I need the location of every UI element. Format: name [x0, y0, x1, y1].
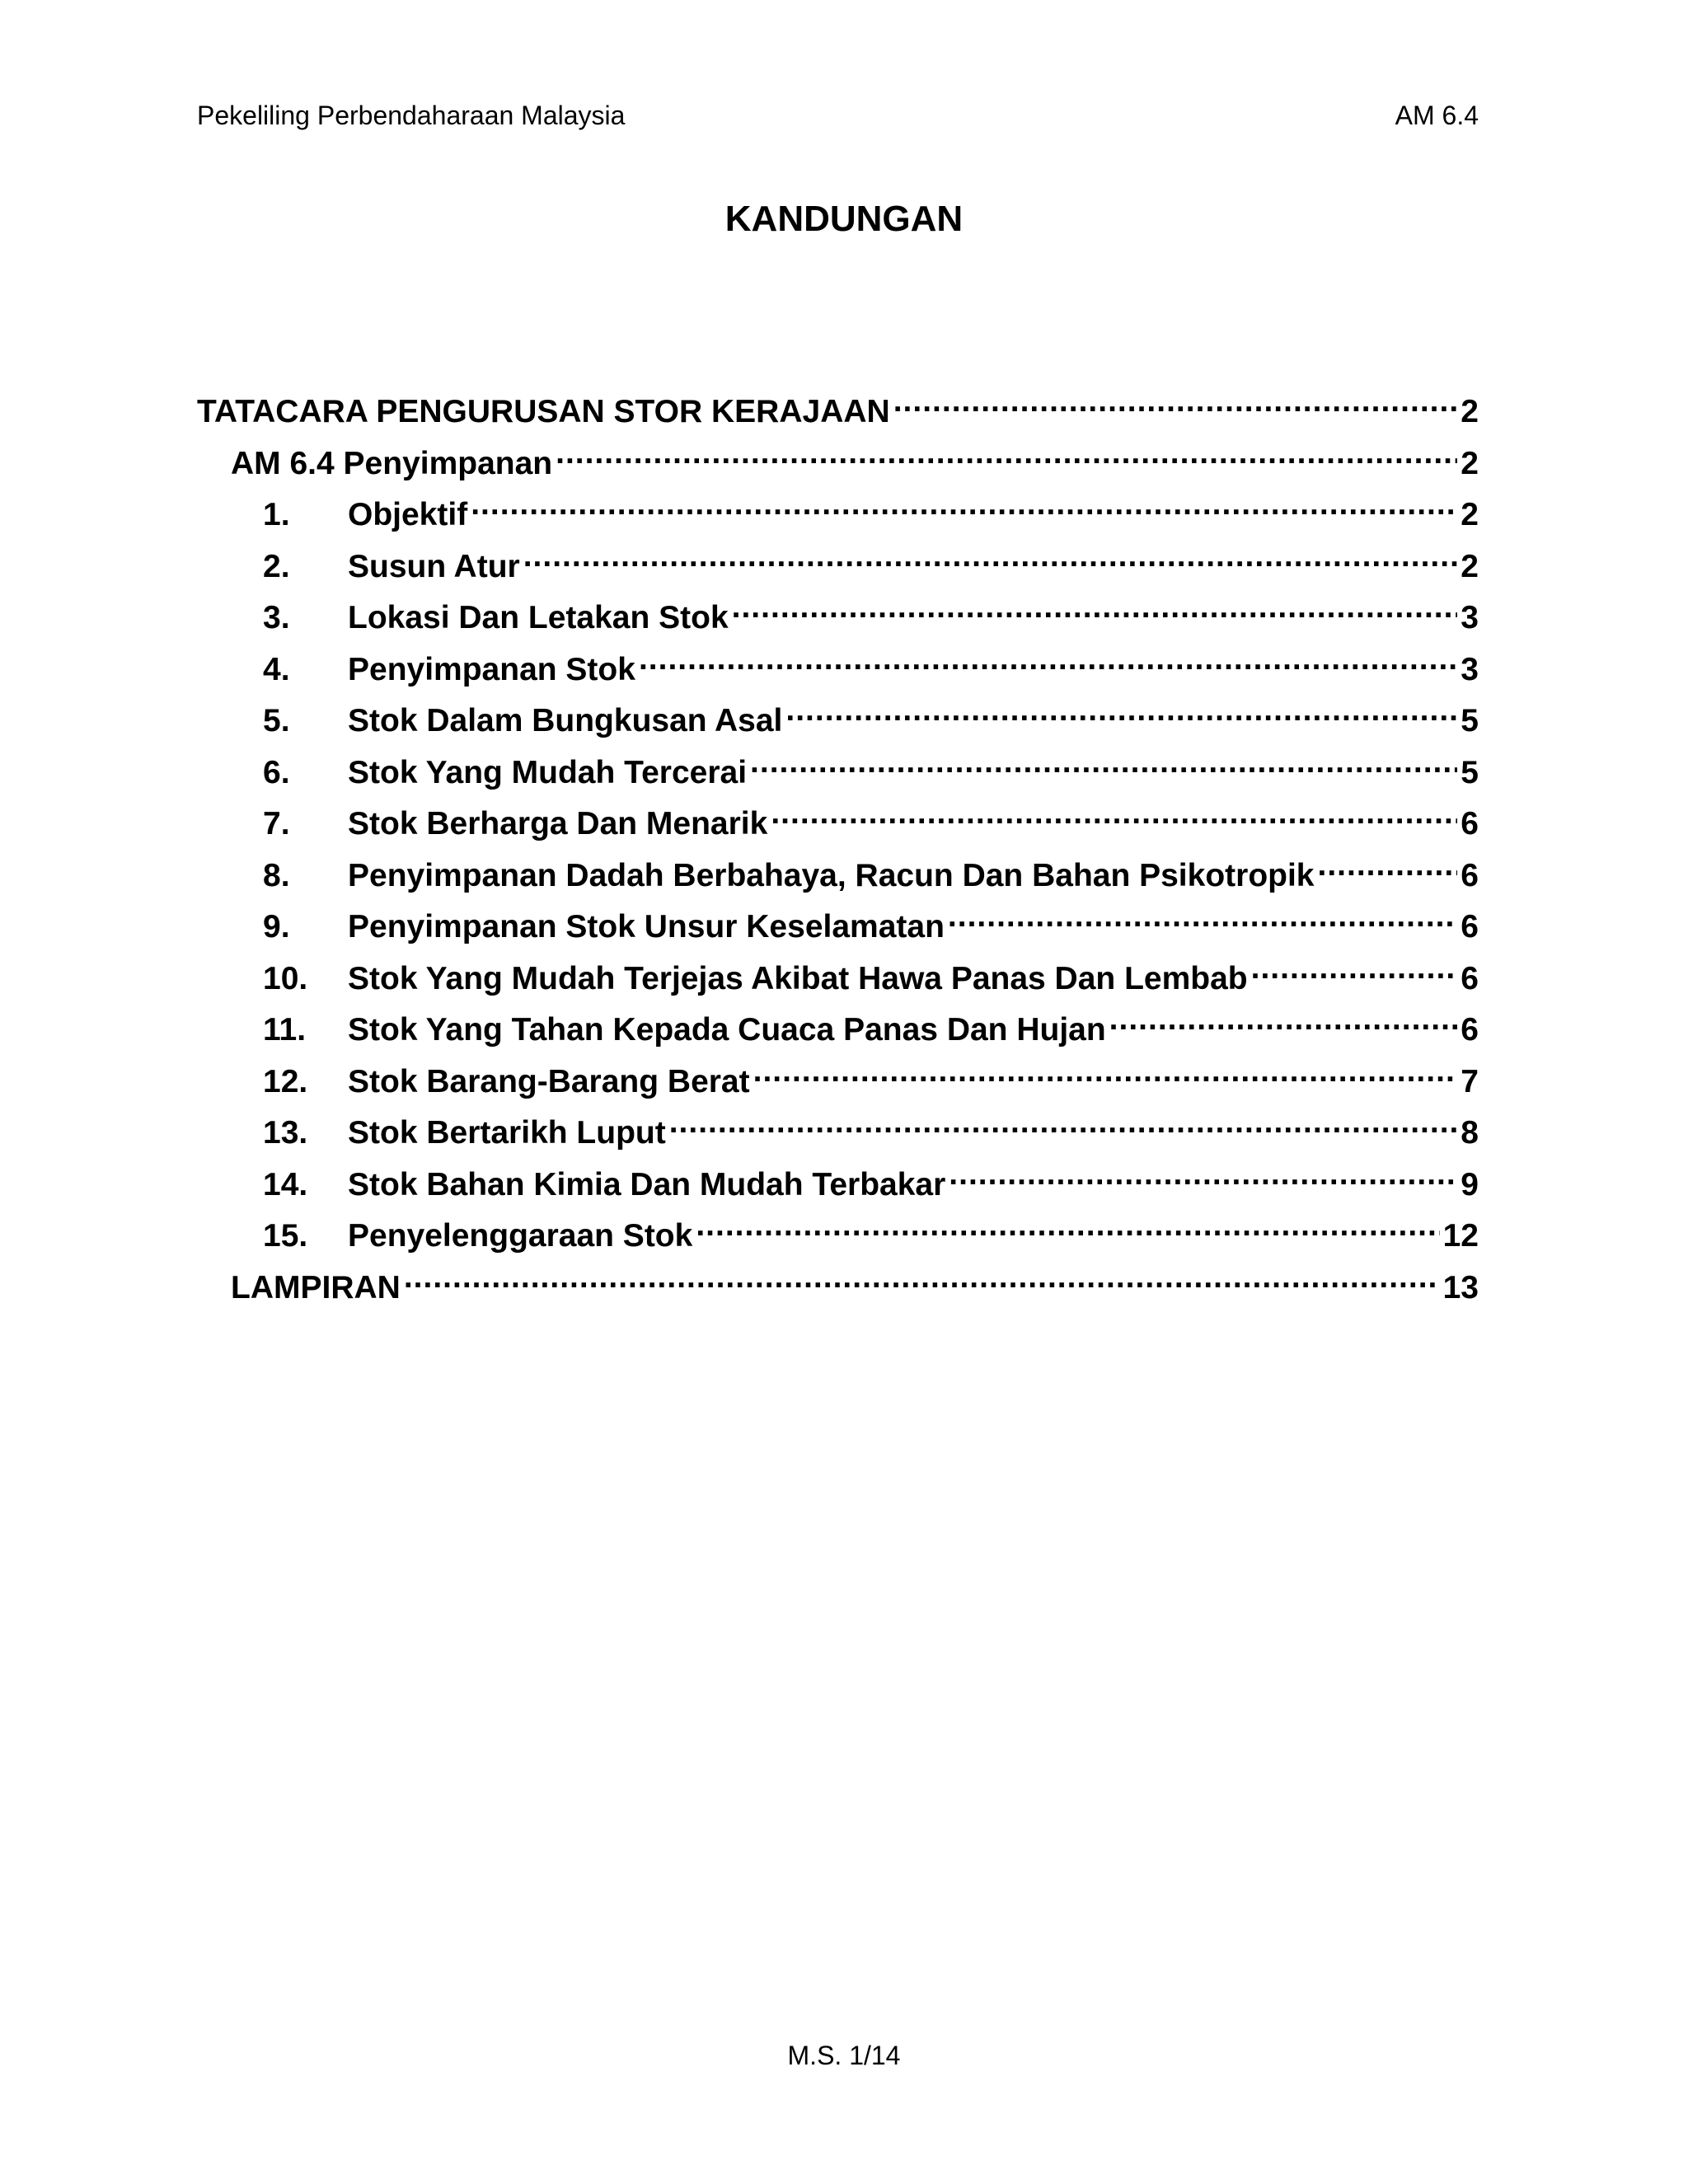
toc-entry-label: Stok Bertarikh Luput — [348, 1115, 666, 1151]
toc-entry-page: 6 — [1461, 857, 1479, 893]
toc-entry-appendix[interactable] — [197, 1257, 1479, 1309]
toc-entry-page: 8 — [1461, 1115, 1479, 1151]
toc-entry-label: Stok Berharga Dan Menarik — [348, 806, 768, 841]
toc-entry-number: 12. — [263, 1063, 308, 1099]
table-of-contents — [197, 381, 1479, 1308]
toc-entry-label: Penyelenggaraan Stok — [348, 1218, 693, 1254]
toc-entry-item-10[interactable] — [197, 948, 1479, 1000]
toc-entry-label: Stok Bahan Kimia Dan Mudah Terbakar — [348, 1166, 946, 1202]
toc-entry-label: LAMPIRAN — [231, 1269, 401, 1305]
toc-dot-leader — [750, 742, 1457, 783]
toc-entry-page: 3 — [1461, 651, 1479, 687]
toc-dot-leader — [404, 1257, 1440, 1298]
header-document-code: AM 6.4 — [1395, 101, 1479, 130]
toc-dot-leader — [948, 896, 1457, 937]
toc-entry-number: 9. — [263, 909, 290, 944]
toc-entry-number: 13. — [263, 1115, 308, 1151]
toc-entry-page: 5 — [1461, 754, 1479, 790]
toc-entry-number: 1. — [263, 497, 290, 532]
toc-entry-item-5[interactable] — [197, 690, 1479, 742]
toc-entry-number: 2. — [263, 548, 290, 584]
toc-entry-number: 15. — [263, 1218, 308, 1254]
toc-entry-page: 7 — [1461, 1063, 1479, 1099]
toc-entry-number: 4. — [263, 651, 290, 687]
toc-entry-number: 3. — [263, 600, 290, 635]
toc-entry-number: 5. — [263, 703, 290, 738]
toc-dot-leader — [696, 1205, 1439, 1246]
toc-entry-page: 9 — [1461, 1166, 1479, 1202]
toc-dot-leader — [785, 690, 1457, 731]
toc-entry-number: 14. — [263, 1166, 308, 1202]
toc-entry-section[interactable] — [197, 433, 1479, 485]
toc-entry-item-7[interactable] — [197, 793, 1479, 845]
toc-entry-number: 10. — [263, 960, 308, 996]
toc-dot-leader — [893, 381, 1458, 422]
toc-entry-page: 13 — [1442, 1269, 1479, 1305]
toc-entry-page: 5 — [1461, 703, 1479, 738]
toc-entry-label: Stok Dalam Bungkusan Asal — [348, 703, 783, 738]
toc-entry-label: Objektif — [348, 497, 468, 532]
toc-entry-page: 2 — [1461, 445, 1479, 481]
toc-entry-item-12[interactable] — [197, 1051, 1479, 1103]
toc-entry-label: Penyimpanan Dadah Berbahaya, Racun Dan Bahan Psikotropik — [348, 857, 1315, 893]
header-document-series: Pekeliling Perbendaharaan Malaysia — [197, 101, 626, 130]
toc-dot-leader — [639, 639, 1457, 680]
toc-dot-leader — [556, 433, 1457, 474]
toc-dot-leader — [523, 536, 1458, 577]
toc-dot-leader — [471, 484, 1457, 525]
toc-entry-page: 6 — [1461, 909, 1479, 944]
toc-entry-number: 11. — [263, 1012, 307, 1047]
toc-entry-item-6[interactable] — [197, 742, 1479, 794]
toc-entry-item-8[interactable] — [197, 845, 1479, 897]
toc-entry-item-9[interactable] — [197, 896, 1479, 948]
toc-entry-label: Stok Yang Mudah Tercerai — [348, 754, 748, 790]
toc-dot-leader — [771, 793, 1457, 834]
toc-entry-page: 3 — [1461, 600, 1479, 635]
toc-entry-page: 6 — [1461, 960, 1479, 996]
toc-dot-leader — [1318, 845, 1458, 886]
toc-entry-number: 7. — [263, 806, 290, 841]
toc-entry-number: 6. — [263, 754, 290, 790]
toc-entry-item-13[interactable] — [197, 1102, 1479, 1154]
toc-entry-page: 2 — [1461, 394, 1479, 429]
page-number: M.S. 1/14 — [787, 2041, 901, 2070]
toc-dot-leader — [1251, 948, 1458, 989]
toc-entry-number: 8. — [263, 857, 290, 893]
toc-entry-page: 2 — [1461, 548, 1479, 584]
toc-entry-label: AM 6.4 Penyimpanan — [231, 445, 553, 481]
toc-entry-label: Susun Atur — [348, 548, 520, 584]
toc-dot-leader — [732, 587, 1458, 628]
page-title: KANDUNGAN — [724, 199, 964, 239]
toc-entry-label: Stok Barang-Barang Berat — [348, 1063, 750, 1099]
toc-dot-leader — [669, 1102, 1458, 1143]
toc-entry-page: 6 — [1461, 1012, 1479, 1047]
toc-entry-item-4[interactable] — [197, 639, 1479, 691]
toc-entry-item-2[interactable] — [197, 536, 1479, 588]
toc-entry-item-11[interactable] — [197, 999, 1479, 1051]
toc-entry-label: Penyimpanan Stok Unsur Keselamatan — [348, 909, 945, 944]
toc-entry-item-1[interactable] — [197, 484, 1479, 536]
toc-entry-page: 12 — [1442, 1218, 1479, 1254]
toc-entry-label: TATACARA PENGURUSAN STOR KERAJAAN — [197, 394, 890, 429]
toc-entry-item-15[interactable] — [197, 1205, 1479, 1257]
toc-dot-leader — [949, 1154, 1457, 1195]
toc-entry-item-14[interactable] — [197, 1154, 1479, 1206]
toc-entry-page: 6 — [1461, 806, 1479, 841]
toc-entry-label: Stok Yang Mudah Terjejas Akibat Hawa Panas Dan Lembab — [348, 960, 1248, 996]
toc-dot-leader — [753, 1051, 1458, 1092]
toc-entry-item-3[interactable] — [197, 587, 1479, 639]
toc-entry-label: Stok Yang Tahan Kepada Cuaca Panas Dan Hujan — [348, 1012, 1106, 1047]
toc-entry-label: Lokasi Dan Letakan Stok — [348, 600, 729, 635]
toc-entry-page: 2 — [1461, 497, 1479, 532]
toc-dot-leader — [1109, 999, 1458, 1040]
toc-entry-main[interactable] — [197, 381, 1479, 433]
toc-entry-label: Penyimpanan Stok — [348, 651, 635, 687]
